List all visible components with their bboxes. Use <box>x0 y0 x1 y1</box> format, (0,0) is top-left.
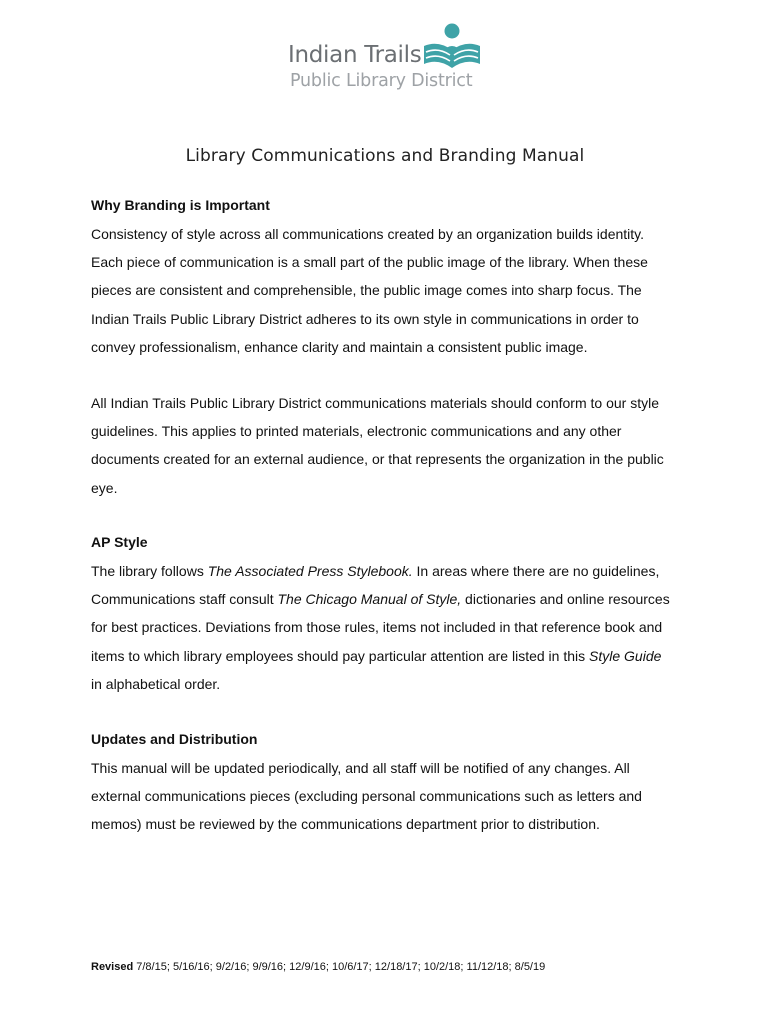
paragraph-ap-style <box>91 557 691 698</box>
text-line: items to which library employees should pay particular attention are listed in this Style Guide <box>91 647 662 664</box>
paragraph-why-branding-2 <box>91 389 691 502</box>
paragraph-updates-distribution <box>91 754 691 839</box>
text-line: Consistency of style across all communications created by an organization builds identity. <box>91 226 645 242</box>
text-line: Each piece of communication is a small part of the public image of the library. When these <box>91 254 648 271</box>
text-line: for best practices. Deviations from those rules, items not included in that reference book and <box>91 619 663 636</box>
heading-ap-style: AP Style <box>91 534 148 550</box>
library-logo <box>288 22 488 98</box>
text-line: documents created for an external audience, or that represents the organization in the public <box>91 451 664 468</box>
text-line: Indian Trails Public Library District adheres to its own style in communications in order to <box>91 310 639 327</box>
text-line: external communications pieces (excluding personal communications such as letters and <box>91 788 642 805</box>
text-line: Communications staff consult The Chicago Manual of Style, dictionaries and online resources <box>91 591 670 608</box>
revised-label: Revised <box>91 961 134 973</box>
text-line: convey professionalism, enhance clarity and maintain a consistent public image. <box>91 338 588 355</box>
style-guide-title: Style Guide <box>589 647 662 664</box>
text-line: memos) must be reviewed by the communications department prior to distribution. <box>91 816 600 833</box>
revision-dates: 7/8/15; 5/16/16; 9/2/16; 9/9/16; 12/9/16; 10/6/17; 12/18/17; 10/2/18; 11/12/18; 8/5/19 <box>133 961 546 973</box>
stylebook-title: The Associated Press Stylebook. <box>207 563 413 579</box>
text-line: guidelines. This applies to printed materials, electronic communications and any other <box>91 423 622 440</box>
document-title: Library Communications and Branding Manual <box>185 146 585 166</box>
heading-why-branding: Why Branding is Important <box>91 197 270 213</box>
text-line: The library follows The Associated Press Stylebook. In areas where there are no guidelines, <box>91 563 660 579</box>
logo-subtitle: Public Library District <box>290 71 473 91</box>
text-line: eye. <box>91 479 118 496</box>
heading-updates-distribution: Updates and Distribution <box>91 731 258 747</box>
revision-footer <box>91 961 545 973</box>
manual-title: The Chicago Manual of Style, <box>277 591 462 608</box>
text-line: in alphabetical order. <box>91 675 221 692</box>
logo-title: Indian Trails <box>288 42 422 68</box>
text-line: pieces are consistent and comprehensible, the public image comes into sharp focus. The <box>91 282 642 299</box>
reader-with-open-book-icon <box>422 22 486 74</box>
paragraph-why-branding-1 <box>91 220 691 361</box>
text-line: This manual will be updated periodically, and all staff will be notified of any changes. All <box>91 760 630 776</box>
text-line: All Indian Trails Public Library District communications materials should conform to our style <box>91 395 659 411</box>
